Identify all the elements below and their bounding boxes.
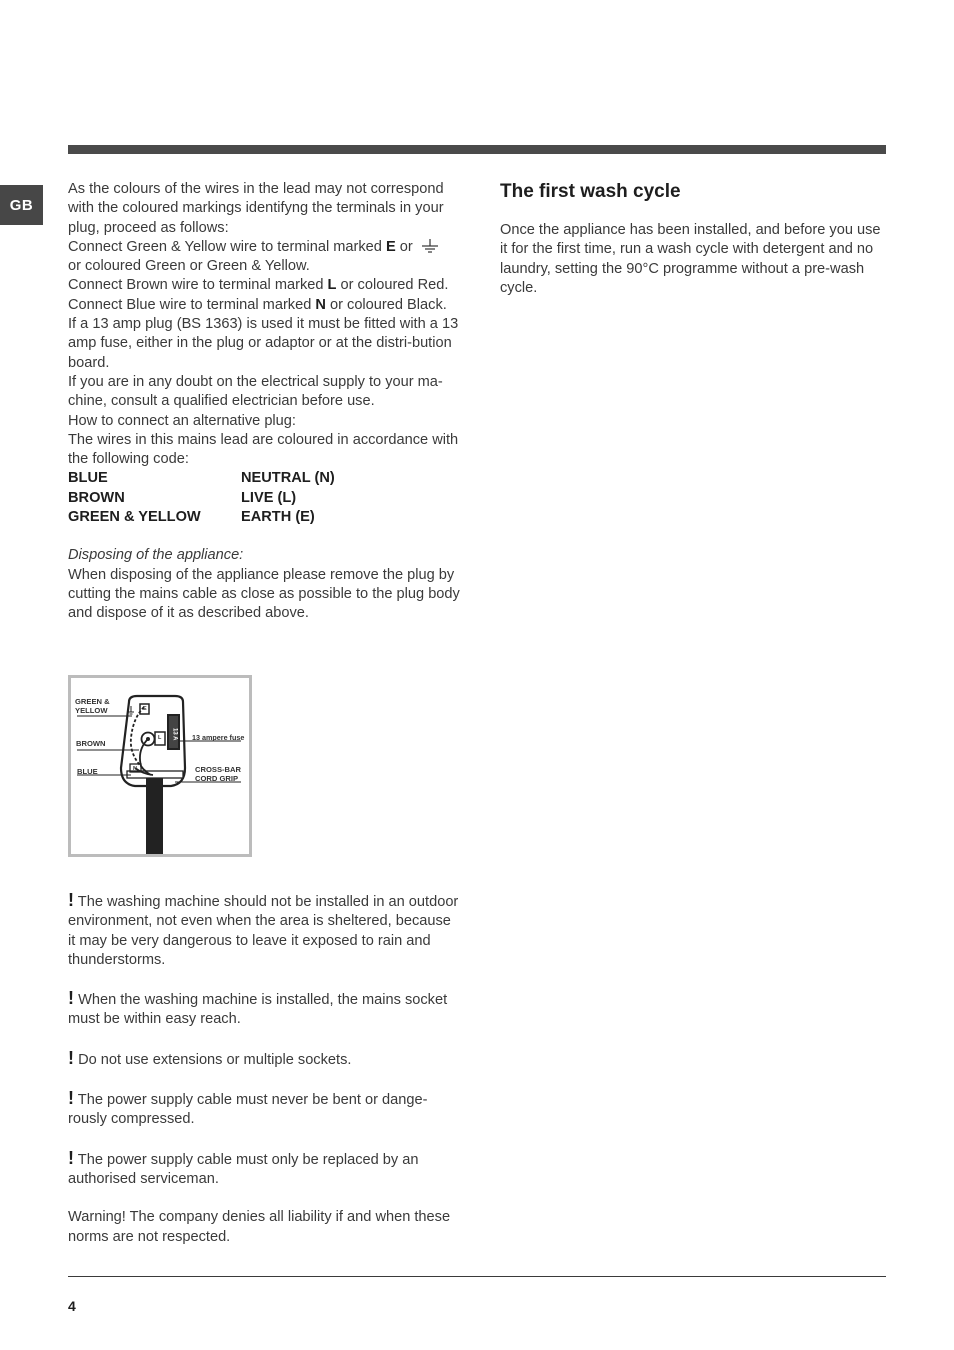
terminal-l-mark: L	[158, 735, 162, 741]
label-brown: BROWN	[76, 739, 106, 748]
warning-item: ! The power supply cable must only be replaced by an authorised serviceman.	[68, 1147, 419, 1187]
terminal-e-mark: E	[143, 706, 147, 712]
warning-item: ! When the washing machine is installed, the mains socket must be within easy reach.	[68, 988, 448, 1028]
plug-wiring-diagram	[68, 675, 252, 857]
code-intro-text: The wires in this mains lead are coloured in accordance with the following code:	[68, 431, 459, 468]
brown-instruction: Connect Brown wire to terminal marked L or coloured Red.	[68, 277, 449, 294]
label-crossbar: CROSS-BAR CORD GRIP	[195, 765, 241, 783]
alt-plug-text: How to connect an alternative plug:	[68, 412, 296, 429]
first-wash-text: Once the appliance has been installed, and before you use it for the first time, run a wash cycle with detergent and no laundry, setting the 90°C programme without a pre-wash cycle.	[500, 222, 881, 296]
table-row: BLUE NEUTRAL (N)	[68, 470, 335, 487]
warning-item: ! The power supply cable must never be bent or dange-rously compressed.	[68, 1088, 428, 1128]
label-fuse: 13 ampere fuse	[192, 733, 245, 742]
doubt-text: If you are in any doubt on the electrical supply to your ma-chine, consult a qualified electrician before use.	[68, 373, 443, 410]
label-green-yellow: GREEN & YELLOW	[75, 697, 110, 715]
right-column	[500, 180, 888, 298]
disclaimer-text: Warning! The company denies all liability if and when these norms are not respected.	[68, 1209, 451, 1245]
fuse-marking: 13 A	[171, 728, 178, 741]
disposing-text: When disposing of the appliance please remove the plug by cutting the mains cable as close as possible to the plug body and dispose of it as described above.	[68, 566, 460, 622]
warning-item: ! The washing machine should not be installed in an outdoor environment, not even when the area is sheltered, because it may be very dangerous to leave it exposed to rain and thunderstorms.	[68, 890, 459, 968]
table-row: BROWN LIVE (L)	[68, 489, 297, 506]
warning-exclamation-icon: !	[68, 1047, 74, 1068]
terminal-l: L	[327, 277, 337, 294]
label-blue: BLUE	[77, 767, 98, 776]
table-row: GREEN & YELLOW EARTH (E)	[68, 509, 315, 526]
warning-exclamation-icon: !	[68, 988, 74, 1009]
left-column	[68, 180, 460, 624]
warning-item: ! Do not use extensions or multiple sockets.	[68, 1047, 352, 1068]
terminal-n: N	[315, 296, 326, 313]
terminal-n-mark: N	[133, 766, 137, 772]
warning-exclamation-icon: !	[68, 1147, 74, 1168]
fuse-text: If a 13 amp plug (BS 1363) is used it must be fitted with a 13 amp fuse, either in the plug or adaptor or at the distri-bution board.	[68, 316, 459, 371]
warnings-section	[68, 891, 460, 1266]
bottom-rule	[68, 1276, 886, 1277]
wire-code-table	[68, 469, 335, 527]
language-tab: GB	[0, 185, 43, 225]
page-number: 4	[68, 1298, 76, 1314]
disposing-heading: Disposing of the appliance:	[68, 547, 244, 564]
terminal-e: E	[385, 238, 396, 255]
blue-instruction: Connect Blue wire to terminal marked N or coloured Black.	[68, 296, 447, 313]
warning-exclamation-icon: !	[68, 1088, 74, 1109]
earth-symbol-icon	[421, 239, 439, 253]
top-rule	[68, 145, 886, 154]
warning-exclamation-icon: !	[68, 890, 74, 910]
section-heading: The first wash cycle	[500, 181, 681, 202]
intro-text: As the colours of the wires in the lead may not correspond with the coloured markings identifyng the terminals in your plug, proceed as follows:	[68, 181, 444, 236]
green-instruction: Connect Green & Yellow wire to terminal marked E or or coloured Green or Green & Yellow.	[68, 238, 460, 277]
